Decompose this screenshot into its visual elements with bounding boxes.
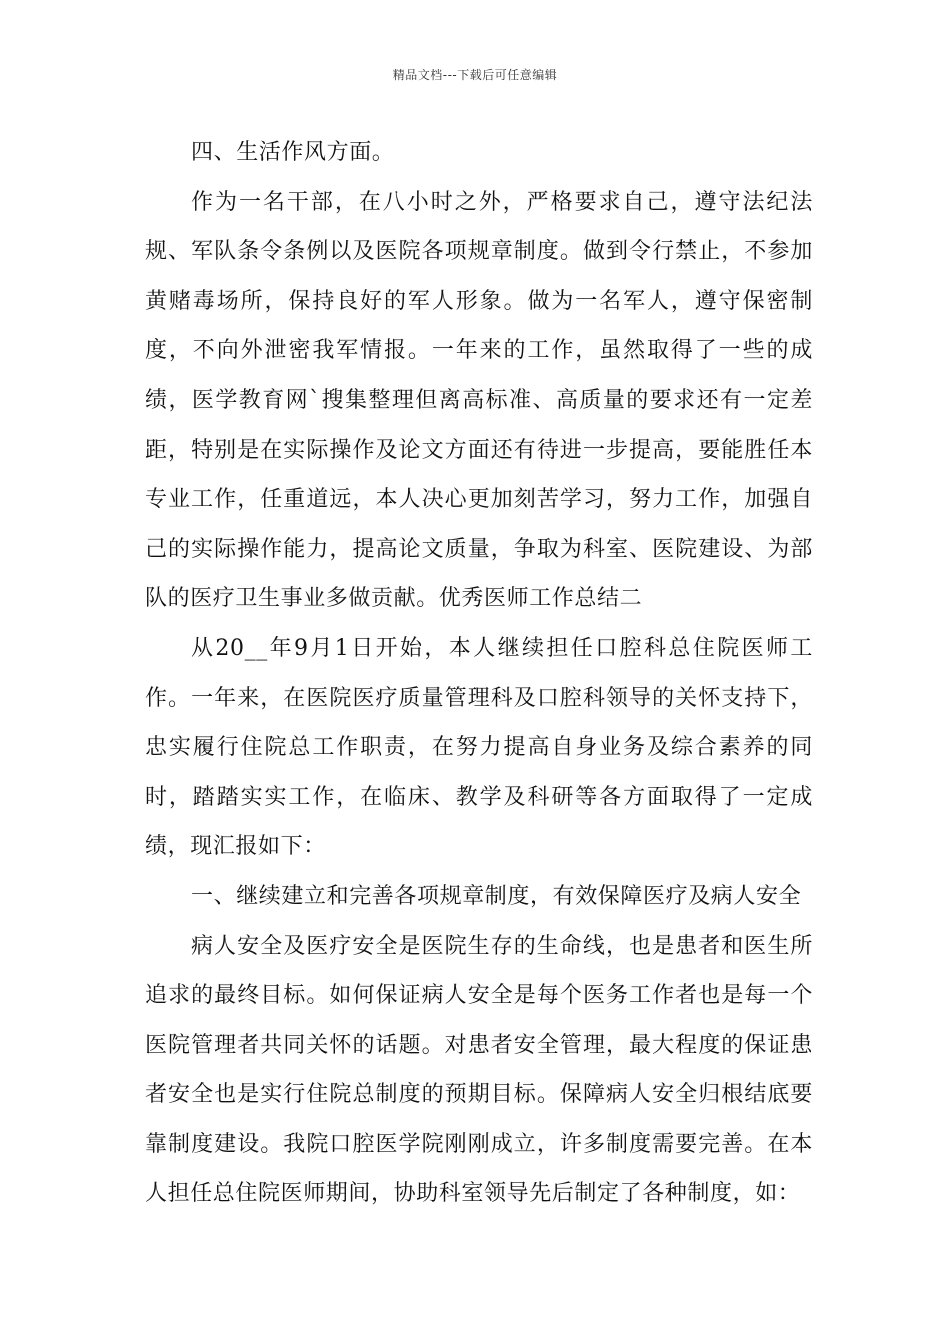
page-header-note: 精品文档---下载后可任意编辑 [392,68,558,82]
section-heading-regulations: 一、继续建立和完善各项规章制度，有效保障医疗及病人安全 [191,883,802,909]
paragraph-conduct: 作为一名干部，在八小时之外，严格要求自己，遵守法纪法规、军队条令条例以及医院各项规章制度。做到令行禁止，不参加黄赌毒场所，保持良好的军人形象。做为一名军人，遵守保密制度，不向外泄密我军情报。一年来的工作，虽然取得了一些的成绩，医学教育网`搜集整理但离高标准、高质量的要求还有一定差距，特别是在实际操作及论文方面还有待进一步提高，要能胜任本专业工作，任重道远，本人决心更加刻苦学习，努力工作，加强自己的实际操作能力，提高论文质量，争取为科室、医院建设、为部队的医疗卫生事业多做贡献。优秀医师工作总结二 [145,189,813,612]
document-body [145,128,813,1219]
paragraph-patient-safety: 病人安全及医疗安全是医院生存的生命线，也是患者和医生所追求的最终目标。如何保证病人安全是每个医务工作者也是每一个医院管理者共同关怀的话题。对患者安全管理，最大程度的保证患者安全也是实行住院总制度的预期目标。保障病人安全归根结底要靠制度建设。我院口腔医学院刚刚成立，许多制度需要完善。在本人担任总住院医师期间，协助科室领导先后制定了各种制度，如： [145,933,813,1207]
section-heading-lifestyle: 四、生活作风方面。 [191,140,395,165]
paragraph-summary-intro: 从20__年9月1日开始，本人继续担任口腔科总住院医师工作。一年来，在医院医疗质量管理科及口腔科领导的关怀支持下，忠实履行住院总工作职责，在努力提高自身业务及综合素养的同时，踏踏实实工作，在临床、教学及科研等各方面取得了一定成绩，现汇报如下： [145,635,813,860]
